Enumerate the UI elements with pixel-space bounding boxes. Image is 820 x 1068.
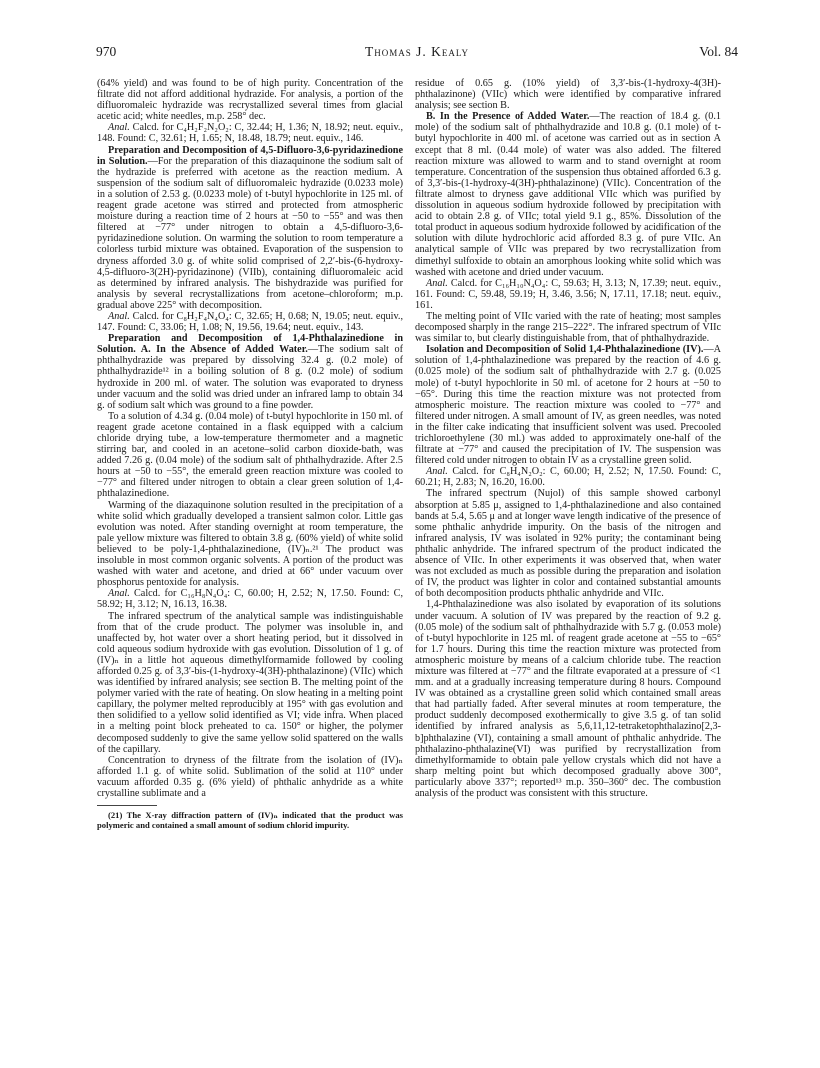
section-paragraph <box>415 344 721 466</box>
anal-label: Anal. <box>108 588 130 600</box>
analysis-text: Calcd. for C₈H₄N₂O₂: C, 60.00; H, 2.52; N, 17.50. Found: C, 60.21; H, 2.83; N, 16.20, 16.00. <box>415 466 721 489</box>
page-header <box>96 44 738 62</box>
right-column <box>415 78 721 1028</box>
section-text: —The sodium salt of phthalhydrazide was prepared by dissolving 32.4 g. (0.2 mole) of phthalhydrazide¹² in a boiling solution of 8 g. (0.2 mole) of sodium hydroxide in 200 ml. of water. The solution was evaporated to dryness under vacuum and the solid was dried under an infrared lamp to obtain 34 g. of sodium salt which was ground to a fine powder. <box>97 344 403 411</box>
analysis-paragraph <box>97 122 403 144</box>
analysis-paragraph <box>97 311 403 333</box>
anal-label: Anal. <box>108 122 130 134</box>
analysis-text: Calcd. for C₄H₂F₂N₂O₂: C, 32.44; H, 1.36; N, 18.92; neut. equiv., 148. Found: C, 32.61; H, 1.65; N, 18.48, 18.79; neut. equiv., 146. <box>97 122 403 145</box>
section-paragraph <box>97 145 403 311</box>
section-heading: Isolation and Decomposition of Solid 1,4-Phthalazinedione (IV). <box>426 344 704 356</box>
section-paragraph <box>415 111 721 277</box>
analysis-text: Calcd. for C₁₆H₁₀N₄O₄: C, 59.63; H, 3.13; N, 17.39; neut. equiv., 161. Found: C, 59.48, 59.19; H, 3.46, 3.56; N, 17.11, 17.18; neut. equiv., 161. <box>415 277 721 311</box>
section-text: —The reaction of 18.4 g. (0.1 mole) of the sodium salt of phthalhydrazide and 10.8 g. (0.1 mole) of t-butyl hypochlorite in 400 ml. of acetone was carried out as in section A except that 8 ml. (0.44 mole) of water was also added. The filtered reaction mixture was allowed to warm and to stand overnight at room temperature. Concentration of the suspension thus obtained afforded 6.3 g. of 3,3′-bis-(1-hydroxy-4(3H)-phthalazinone) (VIIc). Concentration of the filtrate almost to dryness gave additional VIIc which was purified by dissolution in aqueous sodium hydroxide followed by precipitation with acid to obtain 2.8 g. of VIIc; total yield 9.1 g., 85%. Dissolution of the total product in aqueous sodium hydroxide followed by acidification of the solution with dilute hydrochloric acid afforded 8.3 g. of pure VIIc. An analytical sample of VIIc was prepared by two recrystallization from dimethyl sulfoxide to obtain an amorphous looking white solid which was washed with acetone and dried under vacuum. <box>415 111 721 278</box>
left-column <box>97 78 403 1028</box>
paragraph: residue of 0.65 g. (10% yield) of 3,3′-bis-(1-hydroxy-4(3H)-phthalazinone) (VIIc) which were identified by comparative infrared analysis; see section B. <box>415 78 721 112</box>
analysis-paragraph <box>415 466 721 488</box>
anal-label: Anal. <box>108 310 130 322</box>
analysis-paragraph <box>415 278 721 311</box>
section-text: —For the preparation of this diazaquinone the sodium salt of the hydrazide is preferred with acetone as the reaction medium. A suspension of the sodium salt of difluoromaleic hydrazide (0.0233 mole) in a solution of 2.53 g. (0.0233 mole) of t-butyl hypochlorite in 125 ml. of reagent grade acetone was stirred and protected from atmospheric moisture during a reaction time of 2 hours at −50 to −55° and was then filtered at −77° under nitrogen to obtain a 4,5-difluoro-3,6-pyridazinedione solution. On warming the solution to room temperature a colorless turbid mixture was obtained. Evaporation of the suspension to dryness afforded 3.0 g. of white solid comprised of 2,2′-bis-(6-hydroxy-4,5-difluoro-3(2H)-pyridazinone) (VIIb), containing difluoromaleic acid as determined by infrared analysis. The bishydrazide was purified for analysis by several recrystallizations from acetone–chloroform; m.p. gradual above 225° with decomposition. <box>97 155 403 311</box>
section-text: —A solution of 1,4-phthalazinedione was prepared by the reaction of 4.6 g. (0.025 mole) of the sodium salt of phthalhydrazide with 2.7 g. (0.025 mole) of t-butyl hypochlorite in 50 ml. of acetone for 2 hours at −50 to −65°. During this time the reaction mixture was not protected from atmospheric moisture. The reaction mixture was cooled to −77° and filtered under nitrogen. A small amount of IV, as green needles, was noted in the filter cake indicating that insufficient solvent was used. Precooled trichloroethylene (30 ml.) was added to approximately one-half of the filtrate at −77° and caused the precipitation of IV. The suspension was filtered cold under nitrogen to obtain IV as a crystalline green solid. <box>415 344 721 467</box>
paragraph: Warming of the diazaquinone solution resulted in the precipitation of a white solid which gradually developed a transient salmon color. Little gas evolution was noted. After standing overnight at room temperature, the pale yellow mixture was filtered to obtain 3.8 g. (60% yield) of white solid believed to be poly-1,4-phthalazinedione, (IV)ₙ.²¹ The product was insoluble in most common organic solvents. A portion of the product was washed with water and acetone, and dried at 66° under vacuum over phosphorus pentoxide for analysis. <box>97 499 403 589</box>
section-heading: B. In the Presence of Added Water. <box>426 111 590 123</box>
page-number: 970 <box>96 44 117 59</box>
analysis-text: Calcd. for C₈H₂F₄N₄O₄: C, 32.65; H, 0.68; N, 19.05; neut. equiv., 147. Found: C, 33.06; H, 1.08; N, 19.56, 19.64; neut. equiv., 143. <box>97 310 403 334</box>
paragraph: (64% yield) and was found to be of high purity. Concentration of the filtrate did not afford additional hydrazide. For analysis, a portion of the difluoromaleic hydrazide was recrystallized several times from glacial acetic acid; white needles, m.p. 258° dec. <box>97 78 403 123</box>
analysis-text: Calcd. for C₁₆H₈N₄O₄: C, 60.00; H, 2.52; N, 17.50. Found: C, 58.92; H, 3.12; N, 16.13, 16.38. <box>97 588 403 611</box>
anal-label: Anal. <box>426 277 448 289</box>
analysis-paragraph <box>97 588 403 610</box>
paragraph: The infrared spectrum of the analytical sample was indistinguishable from that of the crude product. The polymer was insoluble in, and unaffected by, hot water over a short heating period, but it dissolved in cold aqueous sodium hydroxide with gas evolution. Dissolution of 1 g. of (IV)ₙ in a little hot aqueous dimethylformamide followed by cooling afforded 0.25 g. of 3,3′-bis-(1-hydroxy-4(3H)-phthalazinone) (VIIc) which was identified by infrared analysis; see section B. The melting point of the polymer varied with the rate of heating. On slow heating in a melting point capillary, the polymer melted reproducibly at 195° with gas evolution and then solidified to a yellow solid identified as VI; vide infra. When placed in a melting point block preheated to ca. 150° or higher, the polymer decomposed suddenly to give the same yellow solid spattered on the walls of the capillary. <box>97 610 403 755</box>
volume-number: Vol. 84 <box>699 44 738 59</box>
footnote-divider <box>97 805 157 806</box>
footnote: (21) The X-ray diffraction pattern of (IV)ₙ indicated that the product was polymeric and contained a small amount of sodium chlorid impurity. <box>97 810 403 831</box>
section-paragraph <box>97 333 403 411</box>
running-author: Thomas J. Kealy <box>365 44 469 59</box>
section-heading: Preparation and Decomposition of 4,5-Difluoro-3,6-pyridazinedione in Solution. <box>97 144 403 167</box>
paragraph: 1,4-Phthalazinedione was also isolated by evaporation of its solutions under vacuum. A solution of IV was prepared by the reaction of 9.2 g. (0.05 mole) of the sodium salt of phthalhydrazide with 5.7 g. (0.053 mole) of t-butyl hypochlorite in 125 ml. of reagent grade acetone at −55 to −65° for 1.7 hours. During this time the reaction mixture was protected from atmospheric moisture by means of a calcium chloride tube. The reaction mixture was filtered at −77° and the filtrate evaporated at a pressure of <1 mm. and at a gradually increasing temperature during 8 hours. Compound IV was obtained as a crystalline green solid which contained small areas that had partially faded. After several minutes at room temperature, the product suddenly decomposed exothermically to give 3.5 g. of tan solid identified by infrared analysis as 5,6,11,12-tetraketophthalazino[2,3-b]phthalazine (VI), containing a small amount of phthalic anhydride. The phthalazino-phthalazine(VI) was purified by recrystallization from dimethylformamide to obtain pale yellow crystals which did not have a sharp melting point but which decomposed gradually above 300°, particularly above 337°; reported¹³ m.p. 350–360° dec. The combustion analysis of the product was consistent with this structure. <box>415 599 721 799</box>
anal-label: Anal. <box>426 466 448 478</box>
paragraph: The infrared spectrum (Nujol) of this sample showed carbonyl absorption at 5.85 μ, assigned to 1,4-phthalazinedione and also contained bands at 5.4, 5.65 μ and at longer wave length indicative of the presence of some phthalic anhydride impurity. On the basis of the nitrogen and infrared analysis, IV was isolated in 92% purity; the contaminant being phthalic anhydride. The infrared spectrum of the product indicated the absence of VIIc. In other experiments it was observed that, when water was not excluded as much as possible during the preparation and isolation of IV, the product was lighter in color and contained substantial amounts of both decomposition products phthalic anhydride and VIIc. <box>415 488 721 600</box>
paragraph: Concentration to dryness of the filtrate from the isolation of (IV)ₙ afforded 1.1 g. of white solid. Sublimation of the solid at 110° under vacuum afforded 0.35 g. (6% yield) of phthalic anhydride as a white crystalline sublimate and a <box>97 754 403 799</box>
paragraph: The melting point of VIIc varied with the rate of heating; most samples decomposed sharply in the range 215–222°. The infrared spectrum of VIIc was similar to, but clearly distinguishable from, that of phthalhydrazide. <box>415 310 721 345</box>
paragraph: To a solution of 4.34 g. (0.04 mole) of t-butyl hypochlorite in 150 ml. of reagent grade acetone contained in a flask equipped with a calcium chloride drying tube, a low-temperature thermometer and a magnetic stirring bar, and cooled in an acetone–solid carbon dioxide-bath, was added 7.26 g. (0.04 mole) of the sodium salt of phthalhydrazide. After 2.5 hours at −50 to −55°, the emerald green reaction mixture was cooled to −77° and filtered under nitrogen to obtain a clear green solution of 1,4-phthalazinedione. <box>97 410 403 500</box>
section-heading: Preparation and Decomposition of 1,4-Phthalazinedione in Solution. A. In the Absence of Added Water. <box>97 333 403 356</box>
